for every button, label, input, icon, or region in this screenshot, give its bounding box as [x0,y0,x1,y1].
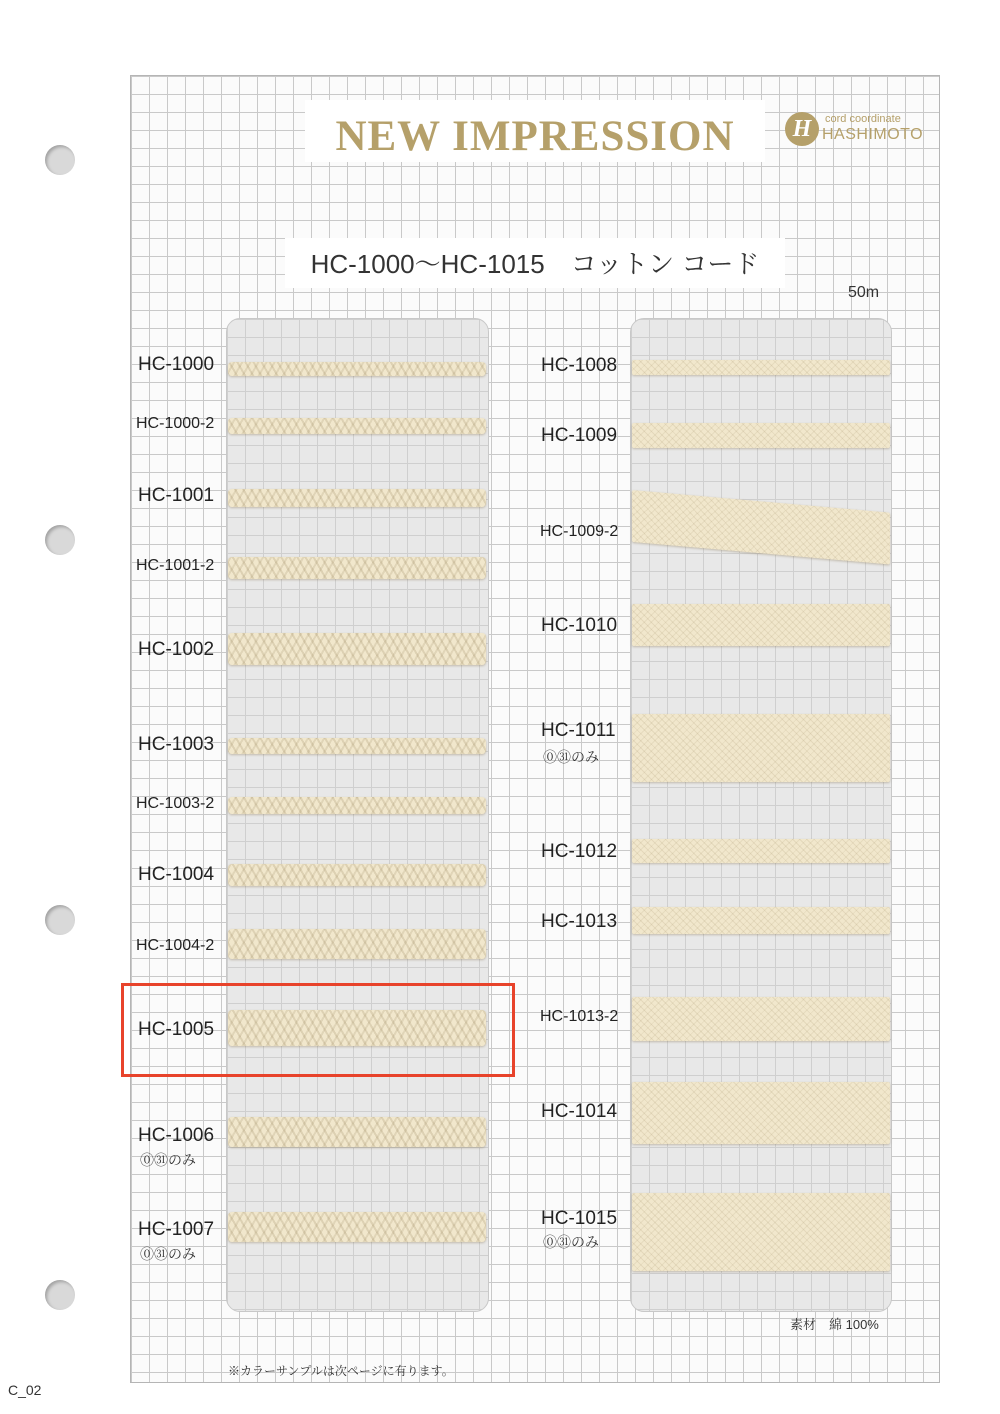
item-code-label: HC-1013 [541,911,618,932]
item-code-label: HC-1010 [541,615,618,636]
item-code-label: HC-1004 [138,864,215,885]
length-label: 50m [848,284,880,301]
material-spec: 素材 綿 100% [790,1317,879,1332]
cord-sample [632,604,890,646]
left-sample-panel [226,318,489,1312]
selected-item-highlight [121,983,515,1077]
page-code: C_02 [8,1382,42,1398]
item-code-label: HC-1009 [541,425,618,446]
cord-sample [228,418,486,434]
item-code-label: HC-1003 [138,734,215,755]
cord-sample [632,839,890,863]
item-code-label: HC-1003-2 [136,795,215,812]
cord-sample [632,423,890,448]
product-range-title: HC-1000～HC-1015 コットン コード [310,249,760,279]
item-code-label: HC-1000-2 [136,415,215,432]
logo-name: HASHIMOTO [822,126,924,143]
cord-sample [228,1117,486,1147]
binder-hole [45,525,75,555]
binder-hole [45,145,75,175]
cord-sample [228,738,486,754]
item-code-label: HC-1009-2 [540,523,619,540]
binder-hole [45,905,75,935]
cord-sample [228,489,486,507]
item-code-label: HC-1014 [541,1101,618,1122]
item-code-label: HC-1005 [138,1019,215,1040]
cord-sample [632,360,890,375]
hashimoto-logo-icon: H [785,112,819,146]
cord-sample [228,864,486,886]
cord-sample [228,929,486,959]
cord-sample [228,797,486,814]
item-code-label: HC-1000 [138,354,215,375]
color-availability-note: ⓪㉛のみ [543,749,599,765]
cord-sample [228,362,486,376]
cord-sample [632,1082,890,1144]
logo-tagline: cord coordinate [825,113,901,125]
cord-sample [632,907,890,934]
item-code-label: HC-1006 [138,1125,215,1146]
binder-hole [45,1280,75,1310]
item-code-label: HC-1001-2 [136,557,215,574]
item-code-label: HC-1007 [138,1219,215,1240]
item-code-label: HC-1004-2 [136,937,215,954]
right-sample-panel [630,318,892,1312]
page-title: NEW IMPRESSION [335,113,735,160]
item-code-label: HC-1012 [541,841,618,862]
item-code-label: HC-1015 [541,1208,618,1229]
color-availability-note: ⓪㉛のみ [543,1234,599,1250]
cord-sample [228,633,486,665]
item-code-label: HC-1011 [541,720,616,741]
cord-sample [632,1193,890,1271]
color-availability-note: ⓪㉛のみ [140,1246,196,1262]
cord-sample [632,997,890,1041]
item-code-label: HC-1013-2 [540,1008,619,1025]
item-code-label: HC-1002 [138,639,215,660]
item-code-label: HC-1008 [541,355,618,376]
color-availability-note: ⓪㉛のみ [140,1152,196,1168]
cord-sample [228,557,486,579]
cord-sample [228,1212,486,1242]
cord-sample [632,714,890,782]
color-sample-footnote: ※カラーサンプルは次ページに有ります。 [228,1364,454,1378]
item-code-label: HC-1001 [138,485,215,506]
